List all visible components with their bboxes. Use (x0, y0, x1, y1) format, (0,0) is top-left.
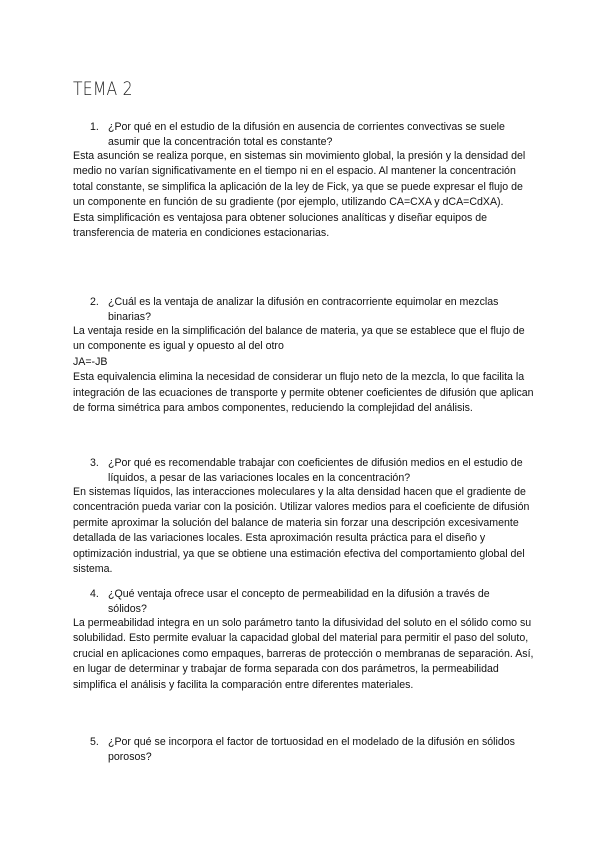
question-number: 4. (90, 588, 99, 600)
question-text: ¿Por qué es recomendable trabajar con coeficientes de difusión medios en el estudio de líquidos, a pesar de las variaciones locales en la concentración? (108, 457, 523, 484)
document-title: TEMA 2 (73, 78, 133, 100)
question-number: 3. (90, 457, 99, 469)
answer-3 (73, 485, 535, 577)
question-number: 1. (90, 121, 99, 133)
answer-paragraph: Esta asunción se realiza porque, en sistemas sin movimiento global, la presión y la densidad del medio no varían significativamente en el tiempo ni en el espacio. Al mantener la concentración total constante, se simplifica la aplicación de la ley de Fick, ya que se puede expresar el flujo de un componente en función de su gradiente (por ejemplo, utilizando CA=CXA y dCA=CdXA). (73, 150, 526, 209)
question-text: ¿Por qué se incorpora el factor de tortuosidad en el modelado de la difusión en sólidos porosos? (108, 736, 515, 763)
question-5 (90, 735, 530, 765)
question-text: ¿Cuál es la ventaja de analizar la difusión en contracorriente equimolar en mezclas binarias? (108, 296, 499, 323)
answer-formula: JA=-JB (73, 355, 108, 368)
answer-1 (73, 149, 535, 241)
answer-4 (73, 616, 535, 693)
question-text: ¿Qué ventaja ofrece usar el concepto de permeabilidad en la difusión a través de sólidos? (108, 588, 490, 615)
question-text: ¿Por qué en el estudio de la difusión en ausencia de corrientes convectivas se suele asumir que la concentración total es constante? (108, 121, 505, 148)
answer-paragraph: En sistemas líquidos, las interacciones moleculares y la alta densidad hacen que el gradiente de concentración pueda variar con la posición. Utilizar valores medios para el coeficiente de difusión permite aproximar la solución del balance de materia sin forzar una descripción excesivamente detallada de las variaciones locales. Esta aproximación resulta práctica para el diseño y optimización industrial, ya que se obtiene una estimación efectiva del comportamiento global del sistema. (73, 486, 530, 576)
question-2 (90, 295, 530, 325)
answer-2 (73, 324, 535, 416)
question-3 (90, 456, 530, 486)
question-1 (90, 120, 530, 150)
answer-paragraph: Esta equivalencia elimina la necesidad de considerar un flujo neto de la mezcla, lo que facilita la integración de las ecuaciones de transporte y permite obtener coeficientes de difusión que aplican de forma simétrica para ambos componentes, reduciendo la complejidad del análisis. (73, 371, 534, 415)
question-number: 5. (90, 736, 99, 748)
answer-paragraph: Esta simplificación es ventajosa para obtener soluciones analíticas y diseñar equipos de transferencia de materia en condiciones estacionarias. (73, 211, 487, 240)
question-4 (90, 587, 530, 617)
answer-paragraph: La ventaja reside en la simplificación del balance de materia, ya que se establece que el flujo de un componente es igual y opuesto al del otro (73, 325, 525, 353)
question-number: 2. (90, 296, 99, 308)
answer-paragraph: La permeabilidad integra en un solo parámetro tanto la difusividad del soluto en el sólido como su solubilidad. Esto permite evaluar la capacidad global del material para permitir el paso del soluto, crucial en aplicaciones como empaques, barreras de protección o membranas de separación. Así, en lugar de determinar y trabajar de forma separada con dos parámetros, la permeabilidad simplifica el análisis y facilita la comparación entre diferentes materiales. (73, 617, 534, 691)
